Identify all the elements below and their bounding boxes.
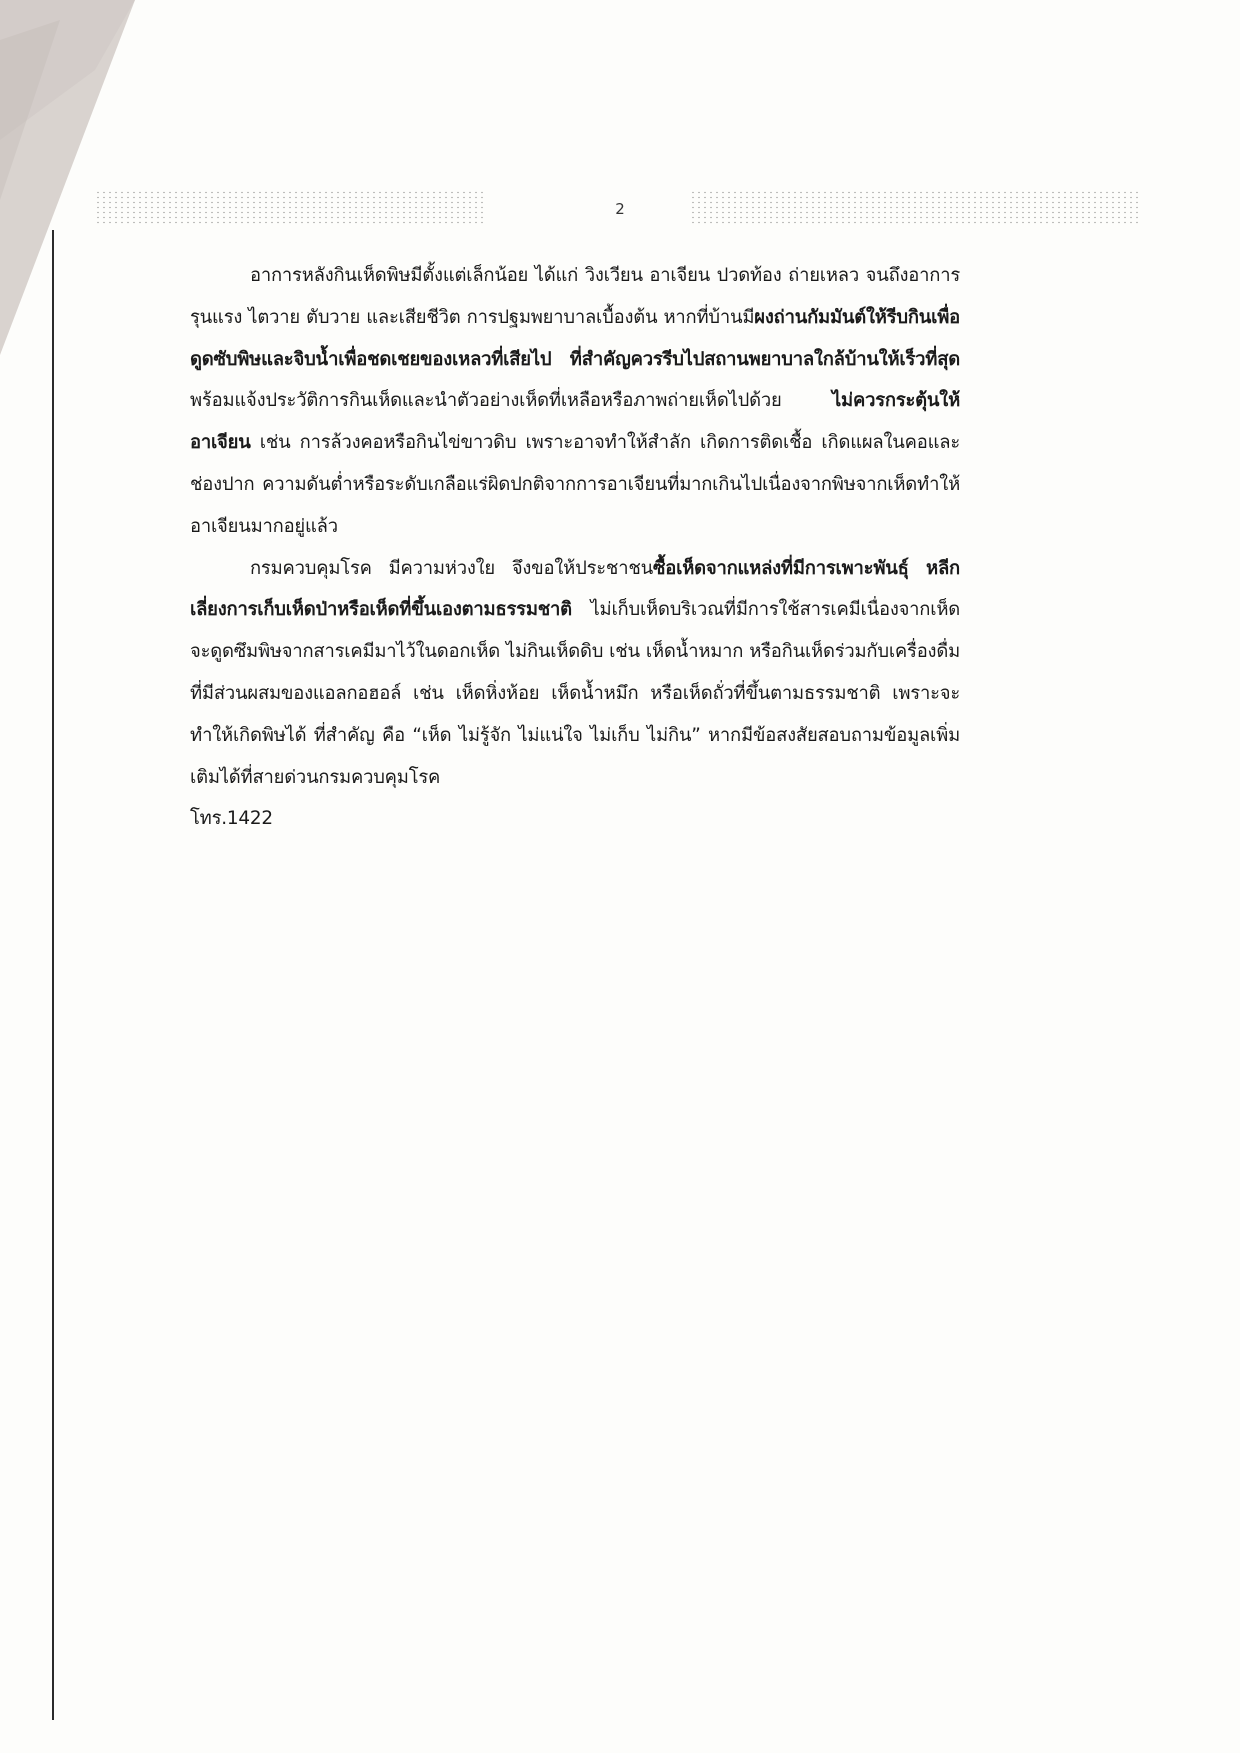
page-number: 2	[615, 200, 625, 218]
text-run: พร้อมแจ้งประวัติการกินเห็ดและนำตัวอย่างเห็ดที่เหลือหรือภาพถ่ายเห็ดไปด้วย	[190, 390, 832, 412]
body-text	[190, 255, 960, 840]
hotline-line: โทร.1422	[190, 808, 273, 830]
paragraph-advice	[190, 548, 960, 799]
paragraph-symptoms	[190, 255, 960, 548]
left-margin-line	[52, 230, 54, 1720]
text-run: ไม่เก็บเห็ดบริเวณที่มีการใช้สารเคมีเนื่องจากเห็ดจะดูดซึมพิษจากสารเคมีมาไว้ในดอกเห็ด ไม่กินเห็ดดิบ เช่น เห็ดน้ำหมาก หรือกินเห็ดร่วมกับเครื่องดื่มที่มีส่วนผสมของแอลกอฮอล์ เช่น เห็ดหิ่งห้อย เห็ดน้ำหมึก หรือเห็ดถั่วที่ขึ้นตามธรรมชาติ เพราะจะทำให้เกิดพิษได้ ที่สำคัญ คือ “เห็ด ไม่รู้จัก ไม่แน่ใจ ไม่เก็บ ไม่กิน” หากมีข้อสงสัยสอบถามข้อมูลเพิ่มเติมได้ที่สายด่วนกรมควบคุมโรค	[190, 599, 960, 788]
folded-corner	[0, 0, 140, 360]
text-run: เช่น การล้วงคอหรือกินไข่ขาวดิบ เพราะอาจทำให้สำลัก เกิดการติดเชื้อ เกิดแผลในคอและช่องปาก ความดันต่ำหรือระดับเกลือแร่ผิดปกติจากการอาเจียนที่มากเกินไปเนื่องจากพิษจากเห็ดทำให้อาเจียนมากอยู่แล้ว	[190, 432, 960, 537]
bold-run: ซื้อเห็ดจากแหล่งที่มีการเพาะพันธุ์ หลีกเลี่ยงการเก็บเห็ดป่าหรือเห็ดที่ขึ้นเองตามธรรมชาติ	[190, 557, 960, 621]
bold-run: ผงถ่านกัมมันต์ให้รีบกินเพื่อดูดซับพิษและจิบน้ำเพื่อชดเชยของเหลวที่เสียไป ที่สำคัญควรรีบไปสถานพยาบาลใกล้บ้านให้เร็วที่สุด	[190, 306, 960, 370]
text-run: อาการหลังกินเห็ดพิษมีตั้งแต่เล็กน้อย ได้แก่ วิงเวียน อาเจียน ปวดท้อง ถ่ายเหลว จนถึงอาการรุนแรง ไตวาย ตับวาย และเสียชีวิต การปฐมพยาบาลเบื้องต้น หากที่บ้านมี	[190, 265, 960, 328]
bold-run: ไม่ควรกระตุ้นให้อาเจียน	[190, 390, 960, 454]
text-run: กรมควบคุมโรค มีความห่วงใย จึงขอให้ประชาชน	[250, 557, 653, 579]
